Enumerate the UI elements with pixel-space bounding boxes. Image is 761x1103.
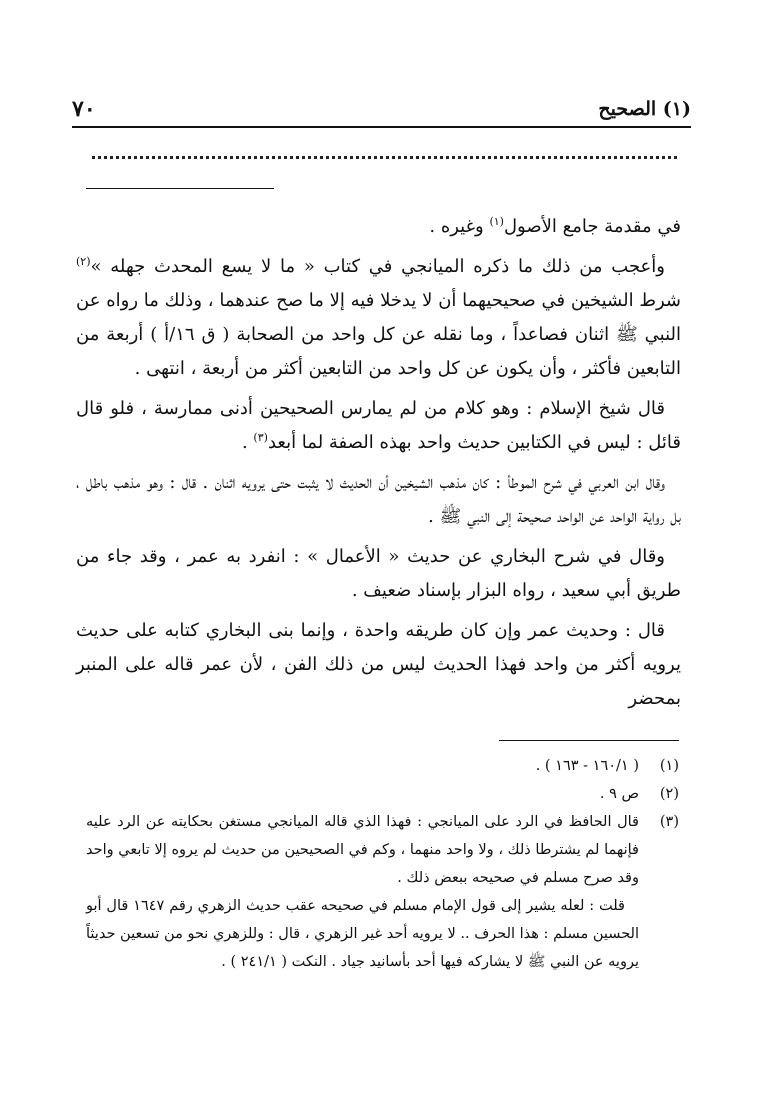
- paragraph: وأعجب من ذلك ما ذكره الميانجي في كتاب « ما لا يسع المحدث جهله »$^{(٢)}$ شرط الشيخين في صحيحيهما أن لا يدخلا فيه إلا ما صح عندهما ، وذلك ما رواه عن النبي ﷺ اثنان فصاعداً ، وما نقله عن كل واحد من الصحابة ( ق ١٦/أ ) أربعة من التابعين فأكثر ، وأن يكون عن كل واحد من التابعين أكثر من أربعة ، انتهى .: [76, 255, 682, 379]
- footnote-reference[interactable]: (٢): [76, 255, 91, 268]
- dotted-separator: [92, 156, 677, 159]
- continuation-rule: [86, 188, 274, 189]
- paragraph: وقال في شرح البخاري عن حديث « الأعمال » : انفرد به عمر ، وقد جاء من طريق أبي سعيد ، رواه البزار بإسناد ضعيف .: [76, 546, 681, 601]
- footnote-number: (٣): [659, 814, 679, 830]
- footnotes: [86, 752, 679, 976]
- footnote: [86, 780, 679, 808]
- paragraph: قال : وحديث عمر وإن كان طريقه واحدة ، وإنما بنى البخاري كتابه على حديث يرويه أكثر من واحد فهذا الحديث ليس من ذلك الفن ، لأن عمر قاله على المنبر بمحضر: [76, 620, 681, 709]
- paragraph: وقال ابن العربي في شرح الموطأ : كان مذهب الشيخين أن الحديث لا يثبت حتى يرويه اثنان . قال : وهو مذهب باطل ، بل رواية الواحد عن الواحد صحيحة إلى النبي ﷺ .: [76, 472, 681, 527]
- footnote-rule: [499, 740, 679, 741]
- footnote-reference[interactable]: (١): [489, 215, 504, 228]
- paragraph: في مقدمة جامع الأصول$^{(١)}$ وغيره .: [429, 215, 681, 237]
- footnote-reference[interactable]: (٣): [253, 431, 268, 444]
- running-title: (١) الصحيح: [598, 98, 691, 120]
- page-header: [72, 92, 691, 128]
- footnote: [86, 752, 679, 780]
- paragraph: قال شيخ الإسلام : وهو كلام من لم يمارس الصحيحين أدنى ممارسة ، فلو قال قائل : ليس في الكتابين حديث واحد بهذه الصفة لما أبعد$^{(٣)}$ .: [76, 398, 681, 453]
- main-text: [76, 210, 681, 722]
- footnote: [86, 808, 679, 976]
- footnote-text: ( ١٦٠/١ - ١٦٣ ) .: [535, 758, 639, 774]
- footnote-text: قال الحافظ في الرد على الميانجي : فهذا الذي قاله الميانجي مستغن بحكايته عن الرد عليه فإنهما لم يشترطا ذلك ، ولا واحد منهما ، وكم في الصحيحين من حديث لم يروه إلا تابعي واحد وقد صرح مسلم في صحيحه ببعض ذلك . قلت : لعله يشير إلى قول الإمام مسلم في صحيحه عقب حديث الزهري رقم ١٦٤٧ قال أبو الحسين مسلم : هذا الحرف .. لا يرويه أحد غير الزهري ، قال : وللزهري نحو من تسعين حديثاً يرويه عن النبي ﷺ لا يشاركه فيها أحد بأسانيد جياد . النكت ( ٢٤١/١ ) .: [86, 814, 639, 970]
- footnote-number: (١): [659, 758, 679, 774]
- footnote-text: ص ٩ .: [599, 786, 639, 802]
- page-number: ٧٠: [72, 96, 96, 122]
- footnote-number: (٢): [659, 786, 679, 802]
